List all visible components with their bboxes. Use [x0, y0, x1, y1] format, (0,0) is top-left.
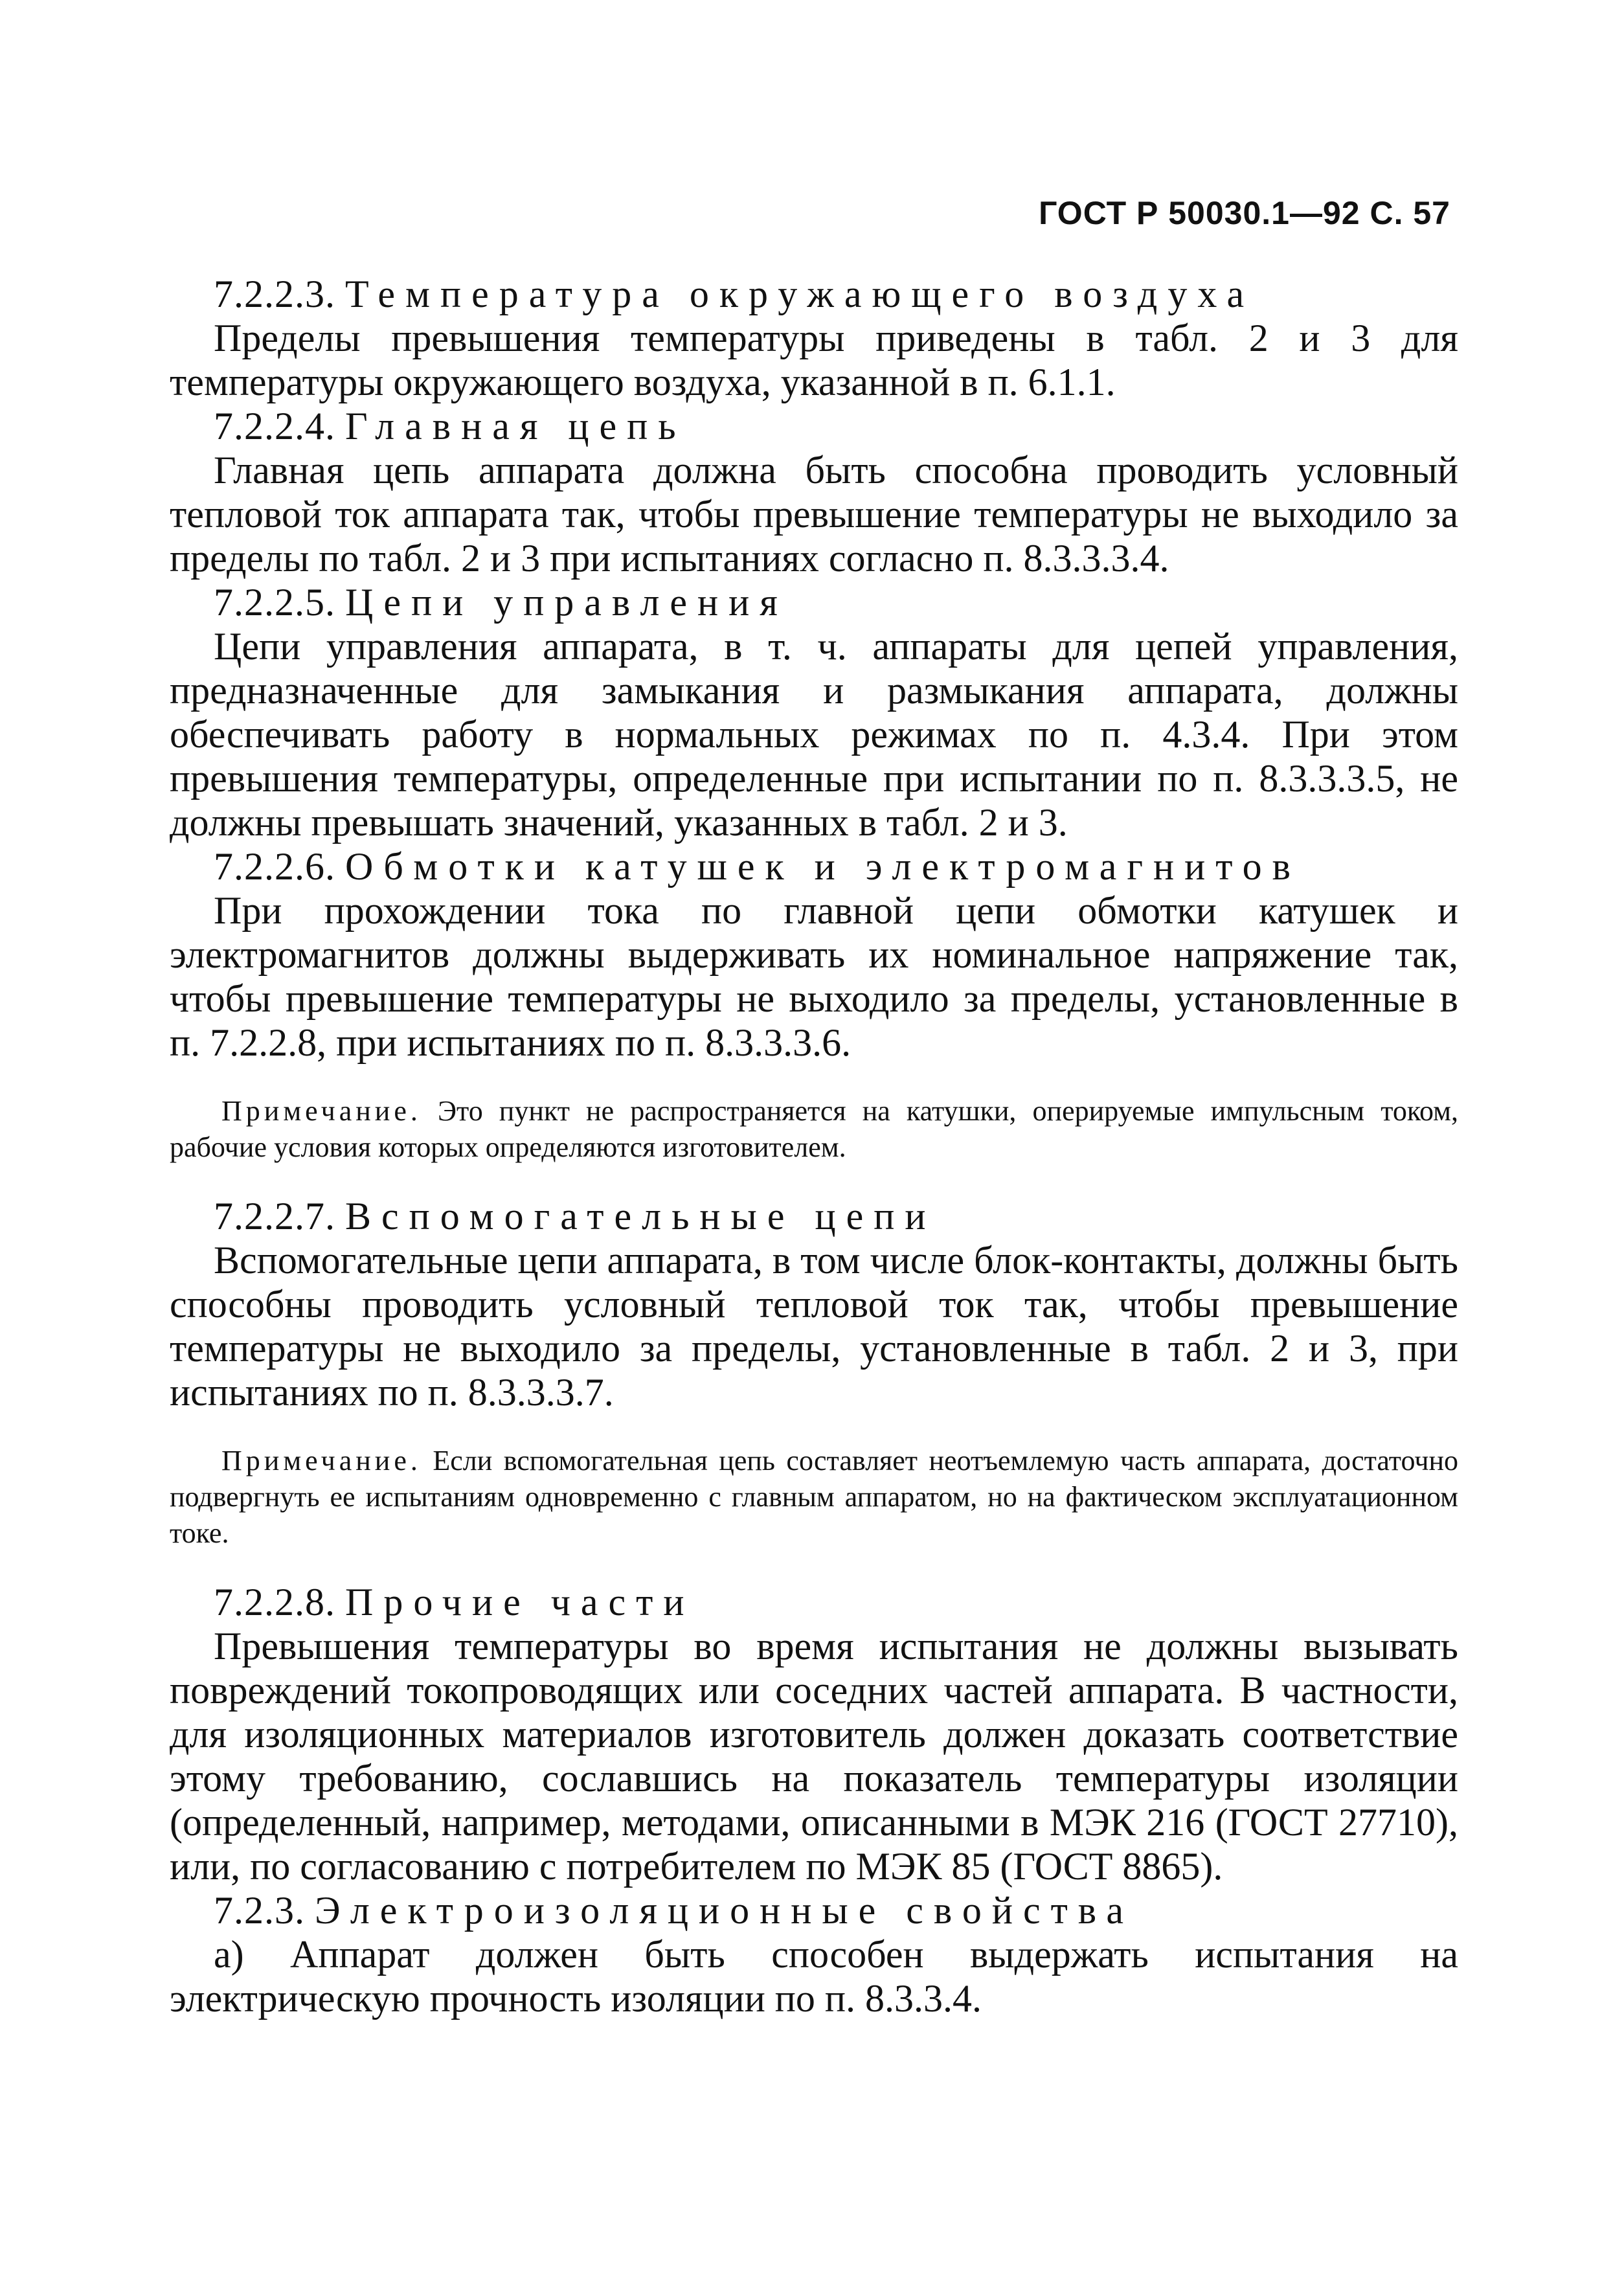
section-title: Электроизоляционные свойства: [315, 1889, 1134, 1932]
section-number: 7.2.2.4.: [214, 405, 335, 447]
note-text: Если вспомогательная цепь составляет неотъемлемую часть аппарата, достаточно подвергнуть ее испытаниям одновременно с главным аппаратом, но на фактическом эксплуатационном токе.: [170, 1445, 1458, 1549]
section-heading-7224: [170, 404, 1458, 448]
section-number: 7.2.3.: [214, 1889, 305, 1932]
note-text: Это пункт не распространяется на катушки, оперируемые импульсным током, рабочие условия которых определяются изготовителем.: [170, 1095, 1458, 1163]
section-heading-7227: [170, 1194, 1458, 1238]
spacer: [170, 1166, 1458, 1194]
note-label: Примечание.: [221, 1095, 422, 1127]
spacer: [170, 1552, 1458, 1580]
section-text-7225: Цепи управления аппарата, в т. ч. аппараты для цепей управления, предназначенные для замыкания и размыкания аппарата, должны обеспечивать работу в нормальных режимах по п. 4.3.4. При этом превышения температуры, определенные при испытании по п. 8.3.3.3.5, не должны превышать значений, указанных в табл. 2 и 3.: [170, 625, 1458, 844]
section-number: 7.2.2.3.: [214, 273, 335, 315]
section-text-7226: При прохождении тока по главной цепи обмотки катушек и электромагнитов должны выдерживать их номинальное напряжение так, чтобы превышение температуры не выходило за пределы, установленные в п. 7.2.2.8, при испытаниях по п. 8.3.3.3.6.: [170, 889, 1458, 1064]
section-number: 7.2.2.6.: [214, 845, 335, 888]
section-text-7224: Главная цепь аппарата должна быть способна проводить условный тепловой ток аппарата так, чтобы превышение температуры не выходило за пределы по табл. 2 и 3 при испытаниях согласно п. 8.3.3.3.4.: [170, 449, 1458, 580]
section-title: Обмотки катушек и электромагнитов: [345, 845, 1301, 888]
page-content: [170, 272, 1458, 2020]
section-title: Вспомогательные цепи: [345, 1195, 936, 1238]
section-text-7228: Превышения температуры во время испытания не должны вызывать повреждений токопроводящих или соседних частей аппарата. В частности, для изоляционных материалов изготовитель должен доказать соответствие этому требованию, сославшись на показатель температуры изоляции (определенный, например, методами, описанными в МЭК 216 (ГОСТ 27710), или, по согласованию с потребителем по МЭК 85 (ГОСТ 8865).: [170, 1625, 1458, 1888]
page-header: ГОСТ Р 50030.1—92 С. 57: [1039, 195, 1450, 231]
section-number: 7.2.2.8.: [214, 1581, 335, 1623]
section-number: 7.2.2.5.: [214, 581, 335, 624]
note-7227: [170, 1443, 1458, 1552]
section-title: Главная цепь: [345, 405, 686, 447]
spacer: [170, 1414, 1458, 1443]
section-heading-7226: [170, 844, 1458, 888]
section-heading-7223: [170, 272, 1458, 316]
spacer: [170, 1065, 1458, 1093]
note-label: Примечание.: [221, 1445, 422, 1476]
section-title: Прочие части: [345, 1581, 695, 1623]
section-heading-7228: [170, 1580, 1458, 1624]
section-item-a-723: а) Аппарат должен быть способен выдержать испытания на электрическую прочность изоляции по п. 8.3.3.4.: [170, 1933, 1458, 2020]
section-heading-723: [170, 1888, 1458, 1932]
section-number: 7.2.2.7.: [214, 1195, 335, 1238]
section-title: Цепи управления: [345, 581, 788, 624]
section-heading-7225: [170, 580, 1458, 624]
note-7226: [170, 1093, 1458, 1166]
section-title: Температура окружающего воздуха: [345, 273, 1255, 315]
section-text-7223: Пределы превышения температуры приведены в табл. 2 и 3 для температуры окружающего воздуха, указанной в п. 6.1.1.: [170, 317, 1458, 403]
section-text-7227: Вспомогательные цепи аппарата, в том числе блок-контакты, должны быть способны проводить условный тепловой ток так, чтобы превышение температуры не выходило за пределы, установленные в табл. 2 и 3, при испытаниях по п. 8.3.3.3.7.: [170, 1239, 1458, 1414]
